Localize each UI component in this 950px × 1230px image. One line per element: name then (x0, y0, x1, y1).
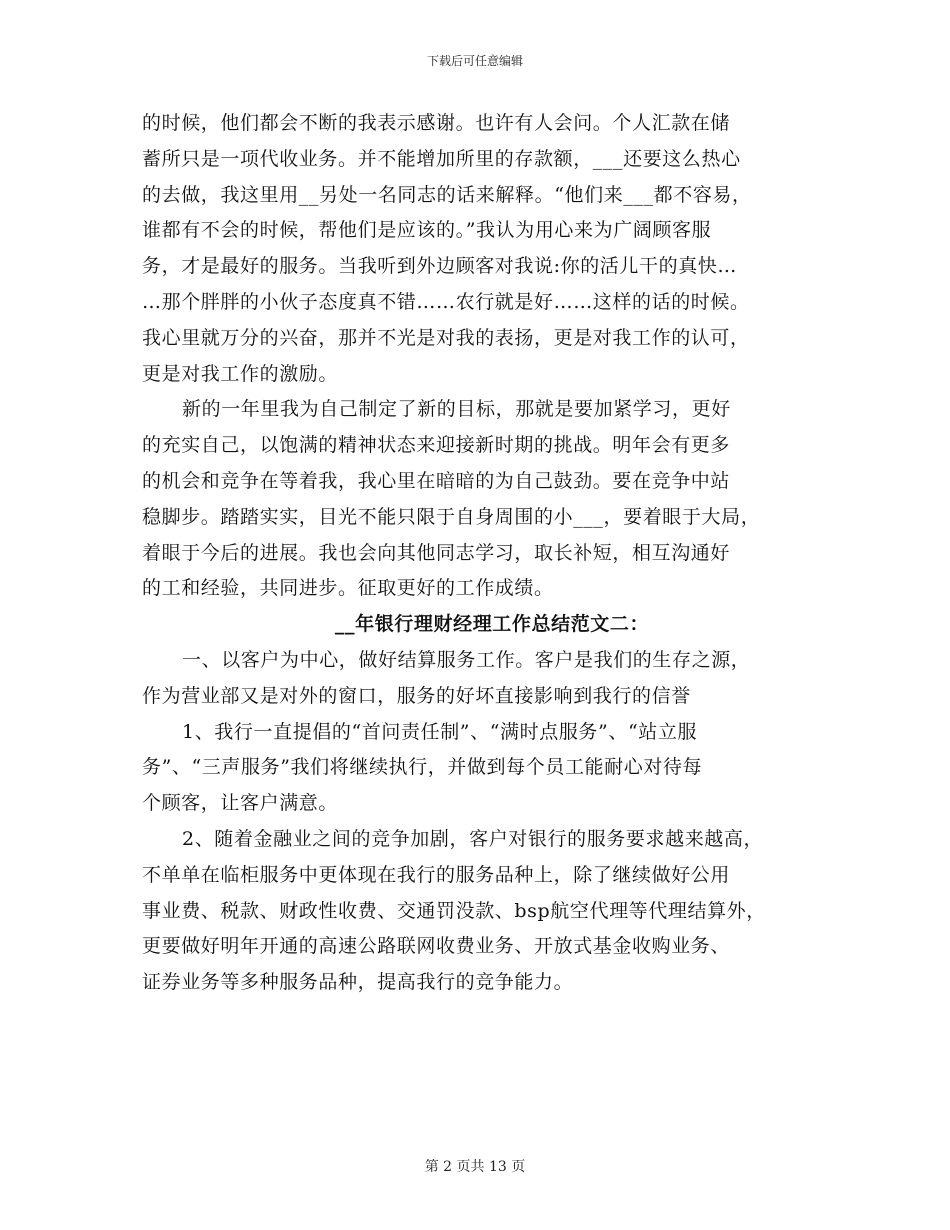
text-line: 我心里就万分的兴奋，那并不光是对我的表扬，更是对我工作的认可， (142, 326, 750, 349)
text-line: 着眼于今后的进展。我也会向其他同志学习，取长补短，相互沟通好 (142, 541, 731, 564)
text-line: 的时候，他们都会不断的我表示感谢。也许有人会问。个人汇款在储 (142, 112, 731, 134)
section-heading: __年银行理财经理工作总结范文二： (334, 613, 650, 636)
text-line: 证券业务等多种服务品种，提高我行的竞争能力。 (142, 971, 574, 994)
text-line: 更是对我工作的激励。 (142, 362, 339, 385)
paragraph-start-line: 新的一年里我为自己制定了新的目标，那就是要加紧学习，更好 (182, 398, 731, 421)
text-line: 事业费、税款、财政性收费、交通罚没款、bsp航空代理等代理结算外， (142, 899, 766, 922)
text-line: 务”、“三声服务”我们将继续执行，并做到每个员工能耐心对待每 (142, 756, 703, 779)
text-line: 的机会和竞争在等着我，我心里在暗暗的为自己鼓劲。要在竞争中站 (142, 469, 731, 492)
text-line: 稳脚步。踏踏实实，目光不能只限于自身周围的小___，要着眼于大局， (142, 505, 761, 528)
text-line: 务，才是最好的服务。当我听到外边顾客对我说:你的活儿干的真快… (142, 255, 738, 278)
document-body (142, 106, 822, 1001)
text-line: 谁都有不会的时候，帮他们是应该的。”我认为用心来为广阔顾客服 (142, 219, 712, 242)
text-line: 作为营业部又是对外的窗口，服务的好坏直接影响到我行的信誉 (142, 684, 691, 707)
page-header: 下载后可任意编辑 (426, 54, 523, 68)
text-line: 更要做好明年开通的高速公路联网收费业务、开放式基金收购业务、 (142, 935, 731, 958)
text-line: 个顾客，让客户满意。 (142, 792, 339, 815)
text-line: 的充实自己，以饱满的精神状态来迎接新时期的挑战。明年会有更多 (142, 434, 731, 457)
text-line: 的去做，我这里用__另处一名同志的话来解释。“他们来___都不容易， (142, 183, 752, 206)
text-line: 不单单在临柜服务中更体现在我行的服务品种上，除了继续做好公用 (142, 863, 731, 886)
text-line: …那个胖胖的小伙子态度真不错……农行就是好……这样的话的时候。 (142, 290, 750, 313)
paragraph-start-line: 2、随着金融业之间的竞争加剧，客户对银行的服务要求越来越高， (182, 827, 764, 850)
paragraph-start-line: 一、以客户为中心，做好结算服务工作。客户是我们的生存之源， (182, 648, 751, 671)
paragraph-start-line: 1、我行一直提倡的“首问责任制”、“满时点服务”、“站立服 (182, 720, 698, 743)
text-line: 的工和经验，共同进步。征取更好的工作成绩。 (142, 577, 554, 600)
page-footer: 第 2 页共 13 页 (424, 1159, 526, 1175)
text-line: 蓄所只是一项代收业务。并不能增加所里的存款额，___还要这么热心 (142, 147, 741, 170)
